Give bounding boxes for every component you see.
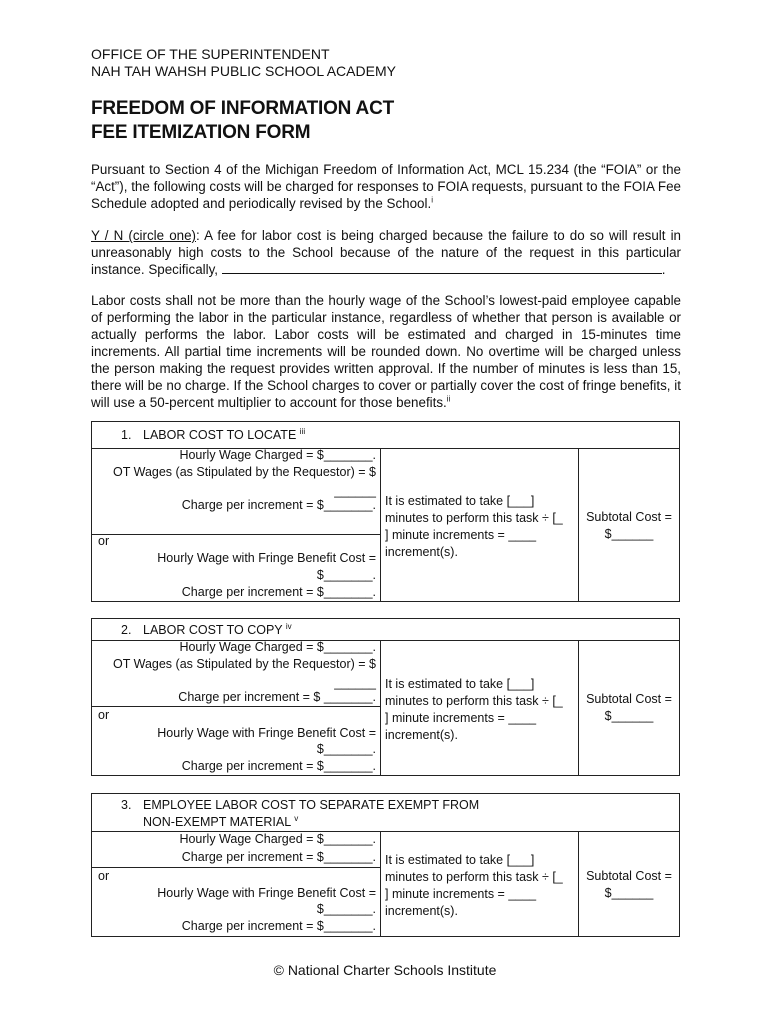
circle-text: : A fee for labor cost is being charged because the failure to do so will result in unreasonably high costs to the School because of the nature of the request in this particular instance. Specifically, [91, 228, 682, 277]
subtotal-cell [579, 691, 679, 725]
specifically-blank[interactable] [222, 261, 662, 274]
estimate-task[interactable]: minutes to perform this task ÷ [_ [385, 511, 563, 525]
labor-text: Labor costs shall not be more than the hourly wage of the School’s lowest-paid employee capable of performing the labor in the particular instance, regardless of whether that person is available or actually performs the labor. Labor costs will be estimated and charged in 15-minutes time increments. All partial time increments will be rounded down. No overtime will be charged unless the person making the request provides written approval. If the number of minutes is less than 15, there will be no charge. If the School charges to cover or partially cover the cost of fringe benefits, it will use a 50-percent multiplier to account for those benefits. [91, 293, 681, 410]
charge-per-increment-field[interactable]: Charge per increment = $_______. [181, 850, 376, 864]
subtotal-label: Subtotal Cost = [586, 692, 672, 706]
estimate-text [385, 493, 575, 561]
endnote-iv: iv [285, 621, 292, 631]
section-locate [91, 421, 680, 602]
fringe-wage-blank[interactable]: $_______. [316, 568, 376, 582]
fringe-charge-field[interactable]: Charge per increment = $_______. [181, 759, 376, 773]
circle-one-label[interactable]: Y / N (circle one) [91, 228, 196, 243]
form-title-line2: FEE ITEMIZATION FORM [91, 122, 311, 143]
endnote-v: v [294, 813, 299, 823]
estimate-text [385, 676, 575, 744]
fringe-wage-field[interactable]: Hourly Wage with Fringe Benefit Cost = [157, 726, 376, 740]
form-title-line1: FREEDOM OF INFORMATION ACT [91, 98, 394, 119]
fringe-wage-blank[interactable]: $_______. [316, 742, 376, 756]
subtotal-blank[interactable]: $______ [604, 527, 654, 541]
subtotal-label: Subtotal Cost = [586, 510, 672, 524]
fringe-wage-field[interactable]: Hourly Wage with Fringe Benefit Cost = [157, 886, 376, 900]
estimate-task[interactable]: minutes to perform this task ÷ [_ [385, 694, 563, 708]
hourly-wage-field[interactable]: Hourly Wage Charged = $_______. [179, 448, 376, 462]
section-number: 2. [121, 623, 132, 637]
endnote-ii: ii [446, 394, 451, 404]
estimate-increments[interactable]: ] minute increments = ____ [385, 711, 537, 725]
labor-fee-paragraph [91, 227, 681, 278]
fringe-charge-field[interactable]: Charge per increment = $_______. [181, 585, 376, 599]
or-label: or [98, 534, 110, 548]
circle-end: . [661, 262, 666, 277]
labor-cost-paragraph [91, 292, 681, 411]
section-number: 1. [121, 428, 132, 442]
section-separate [91, 793, 680, 937]
hourly-wage-field[interactable]: Hourly Wage Charged = $_______. [179, 640, 376, 654]
section-number: 3. [121, 798, 132, 812]
fringe-wage-blank[interactable]: $_______. [316, 902, 376, 916]
ot-wages-blank[interactable]: ______ [334, 484, 376, 498]
estimate-text [385, 852, 575, 920]
estimate-increment-label: increment(s). [385, 904, 458, 918]
ot-wages-field[interactable]: OT Wages (as Stipulated by the Requestor) = $ [113, 657, 376, 671]
intro-paragraph [91, 161, 681, 212]
office-header: OFFICE OF THE SUPERINTENDENT [91, 46, 330, 62]
charge-per-increment-field[interactable]: Charge per increment = $_______. [181, 498, 376, 512]
subtotal-blank[interactable]: $______ [604, 886, 654, 900]
ot-wages-blank[interactable]: ______ [334, 676, 376, 690]
subtotal-cell [579, 868, 679, 902]
section-header [92, 422, 679, 449]
section-copy [91, 618, 680, 776]
school-header: NAH TAH WAHSH PUBLIC SCHOOL ACADEMY [91, 63, 396, 79]
section-title-cont: NON-EXEMPT MATERIAL [143, 815, 291, 829]
estimate-increment-label: increment(s). [385, 728, 458, 742]
estimate-increments[interactable]: ] minute increments = ____ [385, 887, 537, 901]
section-header [92, 794, 679, 832]
or-label: or [98, 708, 110, 722]
estimate-increment-label: increment(s). [385, 545, 458, 559]
fringe-charge-field[interactable]: Charge per increment = $_______. [181, 919, 376, 933]
section-header [92, 619, 679, 641]
estimate-minutes[interactable]: It is estimated to take [___] [385, 677, 535, 691]
estimate-minutes[interactable]: It is estimated to take [___] [385, 853, 535, 867]
ot-wages-field[interactable]: OT Wages (as Stipulated by the Requestor) = $ [113, 465, 376, 479]
estimate-increments[interactable]: ] minute increments = ____ [385, 528, 537, 542]
estimate-task[interactable]: minutes to perform this task ÷ [_ [385, 870, 563, 884]
section-title: LABOR COST TO LOCATE [143, 428, 297, 442]
intro-text: Pursuant to Section 4 of the Michigan Freedom of Information Act, MCL 15.234 (the “FOIA” or the “Act”), the following costs will be charged for responses to FOIA requests, pursuant to the FOIA Fee Schedule adopted and periodically revised by the School. [91, 162, 681, 211]
charge-per-increment-field[interactable]: Charge per increment = $ _______. [178, 690, 376, 704]
estimate-minutes[interactable]: It is estimated to take [___] [385, 494, 535, 508]
section-title: EMPLOYEE LABOR COST TO SEPARATE EXEMPT FROM [143, 798, 480, 812]
subtotal-label: Subtotal Cost = [586, 869, 672, 883]
subtotal-blank[interactable]: $______ [604, 709, 654, 723]
or-label: or [98, 869, 110, 883]
subtotal-cell [579, 509, 679, 543]
section-title: LABOR COST TO COPY [143, 623, 283, 637]
hourly-wage-field[interactable]: Hourly Wage Charged = $_______. [179, 832, 376, 846]
copyright-footer: © National Charter Schools Institute [273, 962, 497, 978]
fringe-wage-field[interactable]: Hourly Wage with Fringe Benefit Cost = [157, 551, 376, 565]
endnote-i: i [431, 195, 433, 205]
endnote-iii: iii [299, 426, 306, 436]
